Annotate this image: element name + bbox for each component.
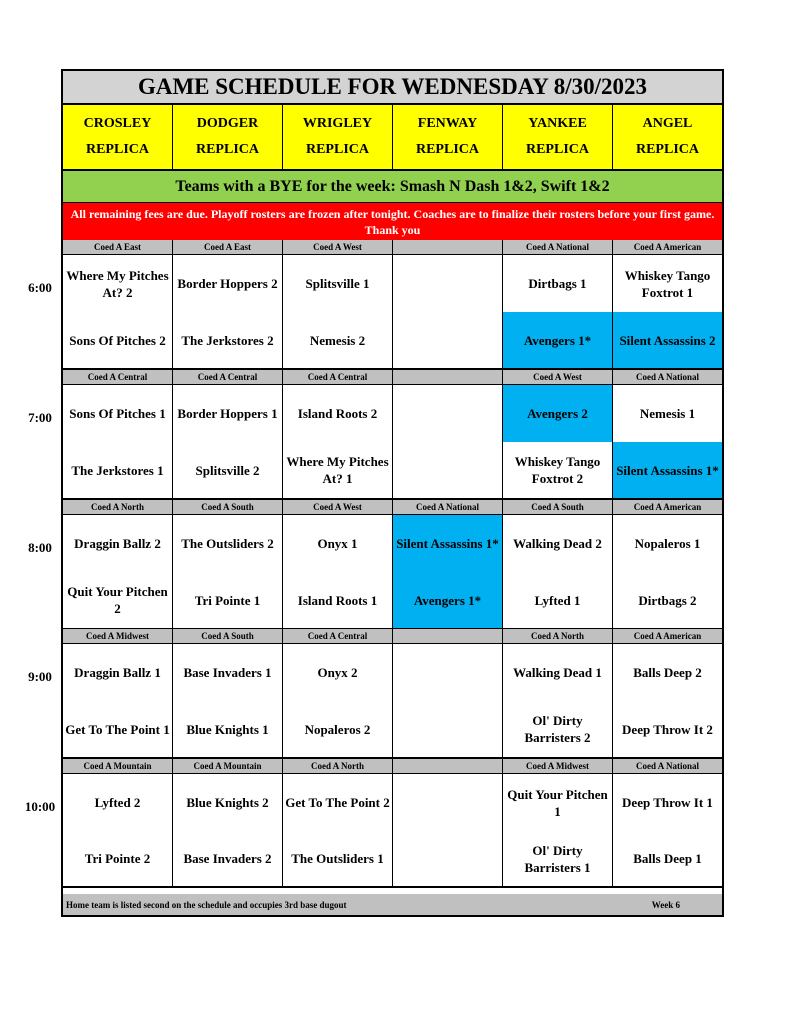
division-label <box>393 370 503 385</box>
away-team-cell <box>393 644 503 701</box>
away-team-cell: Deep Throw It 1 <box>622 795 713 810</box>
field-header-crosley <box>63 105 173 171</box>
division-label: Coed A North <box>63 500 173 515</box>
home-team-cell <box>393 831 503 888</box>
division-label: Coed A South <box>173 500 283 515</box>
away-team-cell: Get To The Point 2 <box>283 774 393 831</box>
away-team-cell: Nopaleros 1 <box>634 536 701 551</box>
away-team-cell: Nemesis 1 <box>639 406 696 421</box>
away-team-cell: Splitsville 1 <box>283 255 393 312</box>
field-subtitle: REPLICA <box>305 142 369 157</box>
away-team-cell: Base Invaders 1 <box>173 644 283 701</box>
time-label: 6:00 <box>28 280 52 295</box>
home-team-cell <box>393 701 503 759</box>
fees-notice: All remaining fees are due. Playoff rosters are frozen after tonight. Coaches are to finalize their rosters before your first game. Thank you <box>63 203 722 240</box>
division-label: Coed A Midwest <box>503 759 613 774</box>
field-name: DODGER <box>196 116 259 131</box>
away-team-cell: Walking Dead 1 <box>503 644 613 701</box>
division-label <box>393 759 503 774</box>
home-team-cell: Ol' Dirty Barristers 2 <box>503 701 613 759</box>
bye-banner: Teams with a BYE for the week: Smash N Dash 1&2, Swift 1&2 <box>63 171 722 203</box>
home-team-cell: Deep Throw It 2 <box>613 701 722 759</box>
division-label: Coed A Central <box>283 370 393 385</box>
home-team-cell: Lyfted 1 <box>503 572 613 630</box>
away-team-cell: Border Hoppers 2 <box>173 255 283 312</box>
home-team-cell: Sons Of Pitches 2 <box>63 312 173 370</box>
home-team-cell: Avengers 1* <box>503 312 613 370</box>
division-label: Coed A West <box>503 370 613 385</box>
time-label: 10:00 <box>24 799 56 814</box>
away-team-cell: Onyx 1 <box>283 515 393 572</box>
away-team-cell <box>393 774 503 831</box>
field-header-dodger <box>173 105 283 171</box>
division-label: Coed A Mountain <box>173 759 283 774</box>
away-team-cell: Draggin Ballz 1 <box>63 644 173 701</box>
field-name: FENWAY <box>417 116 478 131</box>
home-team-cell: Tri Pointe 1 <box>173 572 283 630</box>
footer-note: Home team is listed second on the schedule and occupies 3rd base dugout <box>66 899 347 910</box>
division-label: Coed A National <box>503 240 613 255</box>
field-subtitle: REPLICA <box>635 142 699 157</box>
division-label <box>393 629 503 644</box>
home-team-cell: Island Roots 1 <box>283 572 393 630</box>
field-header-angel <box>613 105 722 171</box>
week-label: Week 6 <box>651 899 680 910</box>
field-name: ANGEL <box>642 116 693 131</box>
division-label: Coed A West <box>283 240 393 255</box>
home-team-cell: The Jerkstores 1 <box>63 442 173 500</box>
home-team-cell: Silent Assassins 1* <box>613 442 722 500</box>
away-team-cell <box>393 255 503 312</box>
home-team-cell: Nopaleros 2 <box>283 701 393 759</box>
field-header-fenway <box>393 105 503 171</box>
division-label: Coed A Central <box>63 370 173 385</box>
division-label: Coed A American <box>613 500 722 515</box>
division-label: Coed A American <box>613 240 722 255</box>
home-team-cell: Blue Knights 1 <box>173 701 283 759</box>
away-team-cell: Island Roots 2 <box>283 385 393 442</box>
away-team-cell: Avengers 2 <box>503 385 613 442</box>
home-team-cell: Tri Pointe 2 <box>63 831 173 888</box>
field-subtitle: REPLICA <box>415 142 479 157</box>
home-team-cell: Ol' Dirty Barristers 1 <box>503 831 613 888</box>
away-team-cell: Where My Pitches At? 2 <box>63 255 173 312</box>
field-subtitle: REPLICA <box>195 142 259 157</box>
division-label: Coed A East <box>173 240 283 255</box>
away-team-cell: Quit Your Pitchen 1 <box>503 774 613 831</box>
field-name: YANKEE <box>528 116 587 131</box>
schedule-table <box>61 69 724 917</box>
division-label: Coed A National <box>393 500 503 515</box>
home-team-cell <box>393 442 503 500</box>
home-team-cell: The Jerkstores 2 <box>173 312 283 370</box>
away-team-cell: Draggin Ballz 2 <box>63 515 173 572</box>
division-label: Coed A South <box>503 500 613 515</box>
field-subtitle: REPLICA <box>525 142 589 157</box>
division-label: Coed A National <box>613 759 722 774</box>
division-label: Coed A North <box>283 759 393 774</box>
home-team-cell: Splitsville 2 <box>173 442 283 500</box>
home-team-cell: Balls Deep 1 <box>613 831 722 888</box>
time-label: 9:00 <box>28 669 52 684</box>
division-label: Coed A West <box>283 500 393 515</box>
division-label: Coed A American <box>613 629 722 644</box>
division-label: Coed A East <box>63 240 173 255</box>
away-team-cell: The Outsliders 2 <box>173 515 283 572</box>
division-label: Coed A South <box>173 629 283 644</box>
division-label: Coed A Central <box>283 629 393 644</box>
home-team-cell: Nemesis 2 <box>283 312 393 370</box>
field-header-yankee <box>503 105 613 171</box>
field-name: CROSLEY <box>83 116 152 131</box>
page-title: GAME SCHEDULE FOR WEDNESDAY 8/30/2023 <box>63 71 722 105</box>
division-label: Coed A Mountain <box>63 759 173 774</box>
away-team-cell: Whiskey Tango Foxtrot 1 <box>624 267 711 300</box>
time-label: 7:00 <box>28 410 52 425</box>
field-subtitle: REPLICA <box>85 142 149 157</box>
home-team-cell: Base Invaders 2 <box>173 831 283 888</box>
division-label: Coed A Midwest <box>63 629 173 644</box>
away-team-cell: Sons Of Pitches 1 <box>63 385 173 442</box>
home-team-cell: Dirtbags 2 <box>613 572 722 630</box>
away-team-cell: Walking Dead 2 <box>503 515 613 572</box>
field-header-wrigley <box>283 105 393 171</box>
home-team-cell: Avengers 1* <box>393 572 503 630</box>
away-team-cell: Border Hoppers 1 <box>173 385 283 442</box>
field-name: WRIGLEY <box>302 116 373 131</box>
away-team-cell: Dirtbags 1 <box>503 255 613 312</box>
home-team-cell: Silent Assassins 2 <box>613 312 722 370</box>
away-team-cell: Blue Knights 2 <box>173 774 283 831</box>
time-label: 8:00 <box>28 540 52 555</box>
footer-bar <box>63 894 722 915</box>
home-team-cell <box>393 312 503 370</box>
home-team-cell: Quit Your Pitchen 2 <box>63 572 173 630</box>
away-team-cell <box>393 385 503 442</box>
away-team-cell: Onyx 2 <box>283 644 393 701</box>
away-team-cell: Lyfted 2 <box>63 774 173 831</box>
home-team-cell: Where My Pitches At? 1 <box>283 442 393 500</box>
away-team-cell: Silent Assassins 1* <box>393 515 503 572</box>
home-team-cell: The Outsliders 1 <box>283 831 393 888</box>
away-team-cell: Balls Deep 2 <box>633 665 702 680</box>
division-label <box>393 240 503 255</box>
division-label: Coed A North <box>503 629 613 644</box>
division-label: Coed A Central <box>173 370 283 385</box>
home-team-cell: Whiskey Tango Foxtrot 2 <box>503 442 613 500</box>
division-label: Coed A National <box>613 370 722 385</box>
home-team-cell: Get To The Point 1 <box>63 701 173 759</box>
